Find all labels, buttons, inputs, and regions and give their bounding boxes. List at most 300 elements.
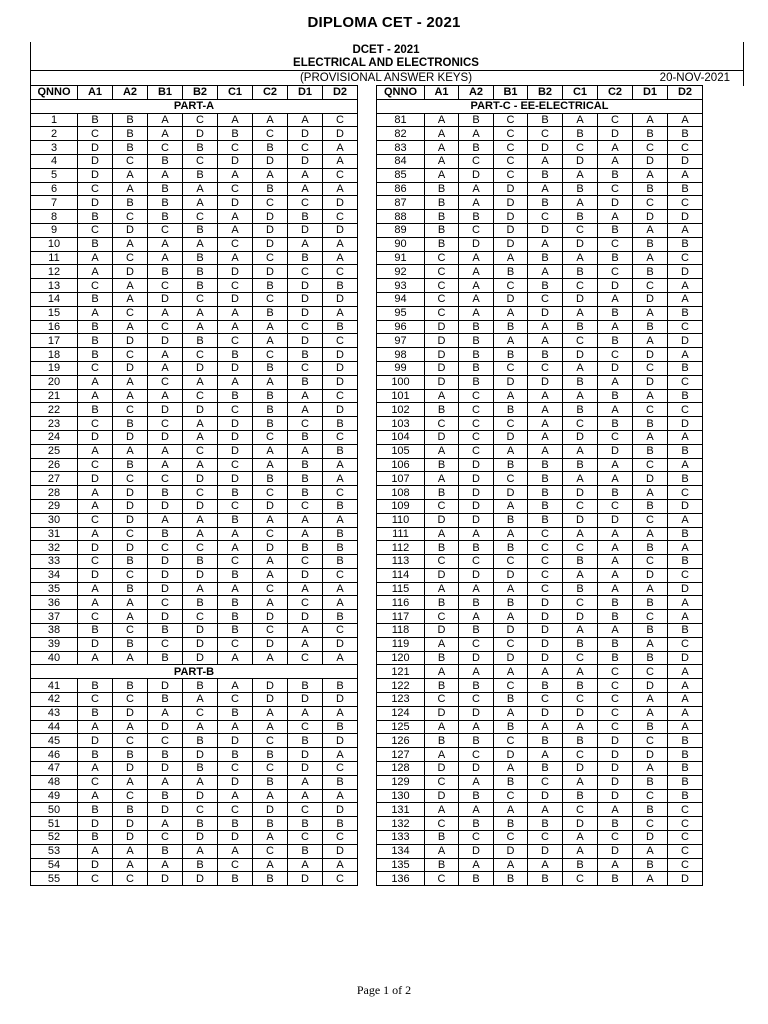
answer-cell: C bbox=[459, 430, 494, 444]
table-row bbox=[31, 375, 358, 389]
answer-cell: C bbox=[528, 292, 563, 306]
answer-cell: C bbox=[288, 720, 323, 734]
question-number: 113 bbox=[377, 555, 425, 569]
answer-cell: B bbox=[425, 458, 459, 472]
answer-cell: B bbox=[218, 513, 253, 527]
answer-cell: C bbox=[528, 541, 563, 555]
table-row bbox=[31, 320, 358, 334]
answer-cell: B bbox=[425, 237, 459, 251]
answer-cell: A bbox=[563, 624, 598, 638]
question-number: 36 bbox=[31, 596, 78, 610]
answer-cell: C bbox=[528, 582, 563, 596]
answer-cell: A bbox=[494, 762, 528, 776]
answer-cell: D bbox=[494, 292, 528, 306]
answer-cell: B bbox=[113, 141, 148, 155]
answer-cell: D bbox=[183, 789, 218, 803]
answer-cell: D bbox=[668, 210, 703, 224]
answer-cell: A bbox=[459, 527, 494, 541]
answer-cell: B bbox=[288, 844, 323, 858]
answer-cell: D bbox=[494, 486, 528, 500]
question-number: 27 bbox=[31, 472, 78, 486]
answer-cell: B bbox=[113, 803, 148, 817]
answer-cell: A bbox=[668, 113, 703, 127]
answer-cell: C bbox=[563, 651, 598, 665]
answer-cell: A bbox=[528, 265, 563, 279]
answer-cell: D bbox=[323, 637, 358, 651]
answer-cell: D bbox=[183, 637, 218, 651]
question-number: 89 bbox=[377, 223, 425, 237]
answer-cell: D bbox=[425, 320, 459, 334]
section-header-row bbox=[377, 99, 703, 113]
question-number: 126 bbox=[377, 734, 425, 748]
question-number: 52 bbox=[31, 831, 78, 845]
answer-cell: D bbox=[563, 430, 598, 444]
answer-cell: D bbox=[183, 403, 218, 417]
answer-cell: C bbox=[323, 168, 358, 182]
table-row bbox=[377, 775, 703, 789]
question-number: 93 bbox=[377, 279, 425, 293]
answer-cell: B bbox=[598, 637, 633, 651]
answer-cell: B bbox=[183, 251, 218, 265]
answer-cell: C bbox=[253, 348, 288, 362]
answer-cell: B bbox=[459, 541, 494, 555]
answer-cell: C bbox=[563, 499, 598, 513]
table-row bbox=[31, 237, 358, 251]
answer-cell: B bbox=[425, 196, 459, 210]
answer-cell: B bbox=[253, 417, 288, 431]
answer-cell: C bbox=[78, 610, 113, 624]
answer-cell: C bbox=[288, 803, 323, 817]
answer-cell: A bbox=[668, 706, 703, 720]
answer-cell: C bbox=[218, 555, 253, 569]
answer-cell: B bbox=[183, 265, 218, 279]
answer-cell: B bbox=[528, 472, 563, 486]
question-number: 136 bbox=[377, 872, 425, 886]
answer-cell: B bbox=[253, 775, 288, 789]
answer-cell: C bbox=[253, 527, 288, 541]
answer-cell: A bbox=[494, 334, 528, 348]
answer-cell: B bbox=[323, 720, 358, 734]
answer-cell: C bbox=[668, 141, 703, 155]
answer-cell: C bbox=[148, 596, 183, 610]
answer-cell: D bbox=[563, 348, 598, 362]
answer-cell: B bbox=[113, 637, 148, 651]
answer-cell: B bbox=[288, 817, 323, 831]
answer-cell: A bbox=[288, 624, 323, 638]
answer-cell: A bbox=[563, 444, 598, 458]
answer-cell: D bbox=[598, 279, 633, 293]
answer-cell: C bbox=[288, 320, 323, 334]
answer-cell: A bbox=[563, 844, 598, 858]
answer-cell: A bbox=[183, 844, 218, 858]
answer-cell: C bbox=[425, 306, 459, 320]
answer-cell: C bbox=[78, 775, 113, 789]
answer-cell: B bbox=[148, 154, 183, 168]
answer-cell: C bbox=[78, 693, 113, 707]
answer-cell: B bbox=[633, 651, 668, 665]
table-row bbox=[377, 555, 703, 569]
answer-cell: C bbox=[78, 555, 113, 569]
answer-cell: D bbox=[598, 513, 633, 527]
answer-cell: A bbox=[113, 610, 148, 624]
answer-cell: C bbox=[183, 803, 218, 817]
answer-cell: C bbox=[183, 348, 218, 362]
table-row bbox=[31, 513, 358, 527]
answer-cell: C bbox=[633, 458, 668, 472]
question-number: 100 bbox=[377, 375, 425, 389]
table-row bbox=[377, 306, 703, 320]
answer-cell: D bbox=[288, 693, 323, 707]
answer-cell: B bbox=[183, 141, 218, 155]
answer-cell: D bbox=[668, 499, 703, 513]
answer-cell: A bbox=[253, 168, 288, 182]
answer-cell: A bbox=[563, 168, 598, 182]
answer-cell: D bbox=[148, 803, 183, 817]
answer-cell: A bbox=[668, 292, 703, 306]
answer-cell: B bbox=[183, 223, 218, 237]
answer-cell: D bbox=[598, 196, 633, 210]
answer-cell: C bbox=[459, 417, 494, 431]
answer-cell: A bbox=[425, 154, 459, 168]
question-number: 26 bbox=[31, 458, 78, 472]
answer-cell: A bbox=[598, 375, 633, 389]
table-row bbox=[377, 196, 703, 210]
answer-cell: A bbox=[459, 803, 494, 817]
answer-cell: A bbox=[148, 858, 183, 872]
answer-cell: A bbox=[668, 513, 703, 527]
answer-cell: B bbox=[459, 334, 494, 348]
answer-cell: C bbox=[598, 237, 633, 251]
answer-cell: B bbox=[425, 858, 459, 872]
answer-cell: C bbox=[425, 555, 459, 569]
answer-cell: B bbox=[148, 693, 183, 707]
answer-cell: B bbox=[633, 265, 668, 279]
answer-cell: B bbox=[183, 858, 218, 872]
answer-cell: D bbox=[148, 872, 183, 886]
question-number: 53 bbox=[31, 844, 78, 858]
answer-cell: A bbox=[183, 513, 218, 527]
table-row bbox=[31, 458, 358, 472]
answer-cell: B bbox=[528, 499, 563, 513]
question-number: 103 bbox=[377, 417, 425, 431]
answer-cell: C bbox=[148, 417, 183, 431]
answer-cell: B bbox=[494, 458, 528, 472]
answer-cell: B bbox=[494, 693, 528, 707]
answer-cell: A bbox=[253, 706, 288, 720]
answer-cell: A bbox=[528, 417, 563, 431]
answer-cell: C bbox=[528, 361, 563, 375]
answer-cell: D bbox=[253, 637, 288, 651]
answer-cell: A bbox=[218, 679, 253, 693]
answer-cell: B bbox=[148, 265, 183, 279]
answer-cell: C bbox=[218, 858, 253, 872]
answer-cell: A bbox=[113, 651, 148, 665]
question-number: 131 bbox=[377, 803, 425, 817]
question-number: 107 bbox=[377, 472, 425, 486]
answer-cell: D bbox=[218, 417, 253, 431]
question-number: 109 bbox=[377, 499, 425, 513]
answer-cell: B bbox=[668, 775, 703, 789]
answer-cell: A bbox=[78, 527, 113, 541]
answer-cell: A bbox=[288, 113, 323, 127]
answer-cell: C bbox=[288, 499, 323, 513]
answer-cell: B bbox=[183, 734, 218, 748]
answer-cell: C bbox=[668, 817, 703, 831]
answer-cell: D bbox=[425, 361, 459, 375]
answer-cell: B bbox=[459, 817, 494, 831]
answer-cell: B bbox=[494, 720, 528, 734]
answer-cell: C bbox=[218, 279, 253, 293]
answer-cell: C bbox=[253, 624, 288, 638]
answer-cell: A bbox=[78, 499, 113, 513]
answer-cell: D bbox=[563, 513, 598, 527]
answer-cell: A bbox=[113, 279, 148, 293]
answer-cell: D bbox=[323, 127, 358, 141]
table-row bbox=[31, 527, 358, 541]
answer-cell: A bbox=[494, 803, 528, 817]
answer-cell: B bbox=[323, 775, 358, 789]
table-row bbox=[377, 403, 703, 417]
question-number: 85 bbox=[377, 168, 425, 182]
answer-cell: D bbox=[183, 127, 218, 141]
answer-cell: C bbox=[633, 361, 668, 375]
answer-cell: B bbox=[288, 458, 323, 472]
answer-cell: A bbox=[253, 334, 288, 348]
answer-cell: C bbox=[183, 113, 218, 127]
answer-cell: A bbox=[113, 237, 148, 251]
answer-cell: C bbox=[668, 858, 703, 872]
answer-cell: D bbox=[148, 430, 183, 444]
question-number: 86 bbox=[377, 182, 425, 196]
answer-cell: C bbox=[323, 486, 358, 500]
answer-cell: B bbox=[598, 596, 633, 610]
answer-cell: A bbox=[323, 472, 358, 486]
answer-cell: D bbox=[78, 858, 113, 872]
answer-cell: B bbox=[563, 127, 598, 141]
answer-cell: D bbox=[113, 334, 148, 348]
answer-cell: A bbox=[288, 182, 323, 196]
answer-cell: A bbox=[528, 403, 563, 417]
answer-cell: B bbox=[78, 113, 113, 127]
table-row bbox=[31, 872, 358, 886]
answer-cell: C bbox=[218, 762, 253, 776]
table-row bbox=[31, 210, 358, 224]
answer-cell: A bbox=[459, 292, 494, 306]
answer-cell: B bbox=[218, 872, 253, 886]
answer-cell: C bbox=[183, 610, 218, 624]
answer-cell: B bbox=[494, 596, 528, 610]
table-row bbox=[377, 858, 703, 872]
answer-cell: A bbox=[78, 789, 113, 803]
answer-cell: C bbox=[494, 113, 528, 127]
answer-cell: C bbox=[253, 196, 288, 210]
answer-cell: C bbox=[494, 679, 528, 693]
answer-cell: B bbox=[528, 348, 563, 362]
table-row bbox=[377, 182, 703, 196]
answer-cell: B bbox=[668, 444, 703, 458]
table-row bbox=[377, 210, 703, 224]
answer-cell: D bbox=[183, 361, 218, 375]
answer-cell: B bbox=[633, 237, 668, 251]
column-header: D2 bbox=[323, 86, 358, 100]
answer-cell: C bbox=[668, 486, 703, 500]
table-row bbox=[31, 706, 358, 720]
answer-cell: D bbox=[218, 154, 253, 168]
answer-cell: C bbox=[218, 141, 253, 155]
answer-cell: B bbox=[218, 706, 253, 720]
table-row bbox=[31, 223, 358, 237]
question-number: 114 bbox=[377, 568, 425, 582]
answer-cell: A bbox=[459, 858, 494, 872]
answer-cell: A bbox=[183, 527, 218, 541]
answer-cell: D bbox=[183, 831, 218, 845]
answer-cell: B bbox=[633, 803, 668, 817]
table-row bbox=[31, 113, 358, 127]
answer-cell: A bbox=[528, 748, 563, 762]
table-row bbox=[377, 444, 703, 458]
answer-cell: A bbox=[425, 389, 459, 403]
answer-cell: B bbox=[563, 555, 598, 569]
answer-cell: A bbox=[148, 251, 183, 265]
answer-cell: C bbox=[668, 803, 703, 817]
answer-cell: C bbox=[459, 389, 494, 403]
answer-cell: C bbox=[148, 541, 183, 555]
answer-cell: A bbox=[183, 430, 218, 444]
answer-cell: A bbox=[528, 803, 563, 817]
answer-cell: A bbox=[598, 803, 633, 817]
answer-cell: A bbox=[459, 251, 494, 265]
table-row bbox=[377, 706, 703, 720]
answer-cell: D bbox=[668, 265, 703, 279]
answer-cell: C bbox=[113, 251, 148, 265]
answer-cell: B bbox=[668, 734, 703, 748]
answer-cell: A bbox=[633, 872, 668, 886]
question-number: 23 bbox=[31, 417, 78, 431]
answer-cell: C bbox=[528, 831, 563, 845]
answer-cell: C bbox=[78, 279, 113, 293]
answer-cell: C bbox=[459, 403, 494, 417]
answer-cell: A bbox=[528, 334, 563, 348]
answer-cell: C bbox=[425, 872, 459, 886]
answer-cell: D bbox=[563, 610, 598, 624]
answer-cell: B bbox=[323, 417, 358, 431]
answer-cell: A bbox=[425, 168, 459, 182]
question-number: 120 bbox=[377, 651, 425, 665]
answer-cell: B bbox=[113, 748, 148, 762]
answer-cell: C bbox=[563, 596, 598, 610]
answer-cell: B bbox=[218, 817, 253, 831]
answer-cell: B bbox=[528, 762, 563, 776]
question-number: 132 bbox=[377, 817, 425, 831]
question-number: 88 bbox=[377, 210, 425, 224]
answer-cell: D bbox=[78, 430, 113, 444]
answer-cell: A bbox=[494, 251, 528, 265]
answer-cell: A bbox=[148, 113, 183, 127]
answer-cell: B bbox=[253, 872, 288, 886]
answer-cell: B bbox=[563, 375, 598, 389]
answer-cell: D bbox=[288, 292, 323, 306]
answer-cell: D bbox=[425, 789, 459, 803]
section-title: PART-B bbox=[31, 665, 358, 679]
answer-cell: C bbox=[323, 568, 358, 582]
answer-cell: D bbox=[598, 734, 633, 748]
answer-cell: C bbox=[563, 334, 598, 348]
answer-cell: B bbox=[668, 789, 703, 803]
answer-cell: C bbox=[563, 541, 598, 555]
answer-cell: D bbox=[425, 430, 459, 444]
answer-cell: C bbox=[253, 844, 288, 858]
answer-cell: D bbox=[633, 292, 668, 306]
answer-cell: A bbox=[598, 624, 633, 638]
answer-cell: D bbox=[78, 154, 113, 168]
answer-cell: A bbox=[494, 582, 528, 596]
answer-cell: D bbox=[633, 568, 668, 582]
answer-cell: A bbox=[218, 320, 253, 334]
table-row bbox=[377, 610, 703, 624]
answer-cell: D bbox=[253, 499, 288, 513]
answer-cell: B bbox=[563, 789, 598, 803]
answer-cell: D bbox=[78, 141, 113, 155]
answer-cell: A bbox=[288, 389, 323, 403]
question-number: 31 bbox=[31, 527, 78, 541]
answer-cell: D bbox=[288, 154, 323, 168]
answer-cell: A bbox=[288, 168, 323, 182]
answer-cell: A bbox=[148, 444, 183, 458]
answer-cell: B bbox=[78, 210, 113, 224]
answer-cell: D bbox=[668, 417, 703, 431]
answer-cell: B bbox=[253, 748, 288, 762]
answer-cell: C bbox=[494, 472, 528, 486]
question-number: 14 bbox=[31, 292, 78, 306]
table-row bbox=[31, 168, 358, 182]
column-header: D1 bbox=[633, 86, 668, 100]
answer-cell: C bbox=[459, 637, 494, 651]
answer-cell: C bbox=[459, 555, 494, 569]
answer-cell: C bbox=[253, 762, 288, 776]
answer-cell: C bbox=[113, 527, 148, 541]
answer-cell: C bbox=[148, 375, 183, 389]
column-header: C2 bbox=[598, 86, 633, 100]
answer-cell: D bbox=[563, 762, 598, 776]
answer-cell: B bbox=[113, 555, 148, 569]
answer-cell: A bbox=[668, 541, 703, 555]
answer-cell: A bbox=[288, 706, 323, 720]
answer-cell: B bbox=[148, 651, 183, 665]
question-number: 111 bbox=[377, 527, 425, 541]
answer-cell: C bbox=[323, 113, 358, 127]
answer-cell: D bbox=[494, 568, 528, 582]
answer-cell: A bbox=[148, 306, 183, 320]
answer-cell: D bbox=[633, 375, 668, 389]
answer-cell: D bbox=[668, 154, 703, 168]
answer-cell: D bbox=[323, 292, 358, 306]
question-number: 21 bbox=[31, 389, 78, 403]
answer-cell: A bbox=[633, 334, 668, 348]
answer-cell: B bbox=[253, 141, 288, 155]
answer-cell: B bbox=[494, 513, 528, 527]
answer-cell: D bbox=[668, 582, 703, 596]
column-header: D2 bbox=[668, 86, 703, 100]
answer-cell: A bbox=[598, 320, 633, 334]
question-number: 121 bbox=[377, 665, 425, 679]
answer-cell: C bbox=[633, 279, 668, 293]
table-row bbox=[377, 113, 703, 127]
answer-cell: D bbox=[253, 223, 288, 237]
answer-cell: C bbox=[598, 113, 633, 127]
provisional-label: (PROVISIONAL ANSWER KEYS) bbox=[299, 72, 473, 84]
answer-cell: C bbox=[633, 789, 668, 803]
answer-key-table-right bbox=[376, 85, 703, 886]
